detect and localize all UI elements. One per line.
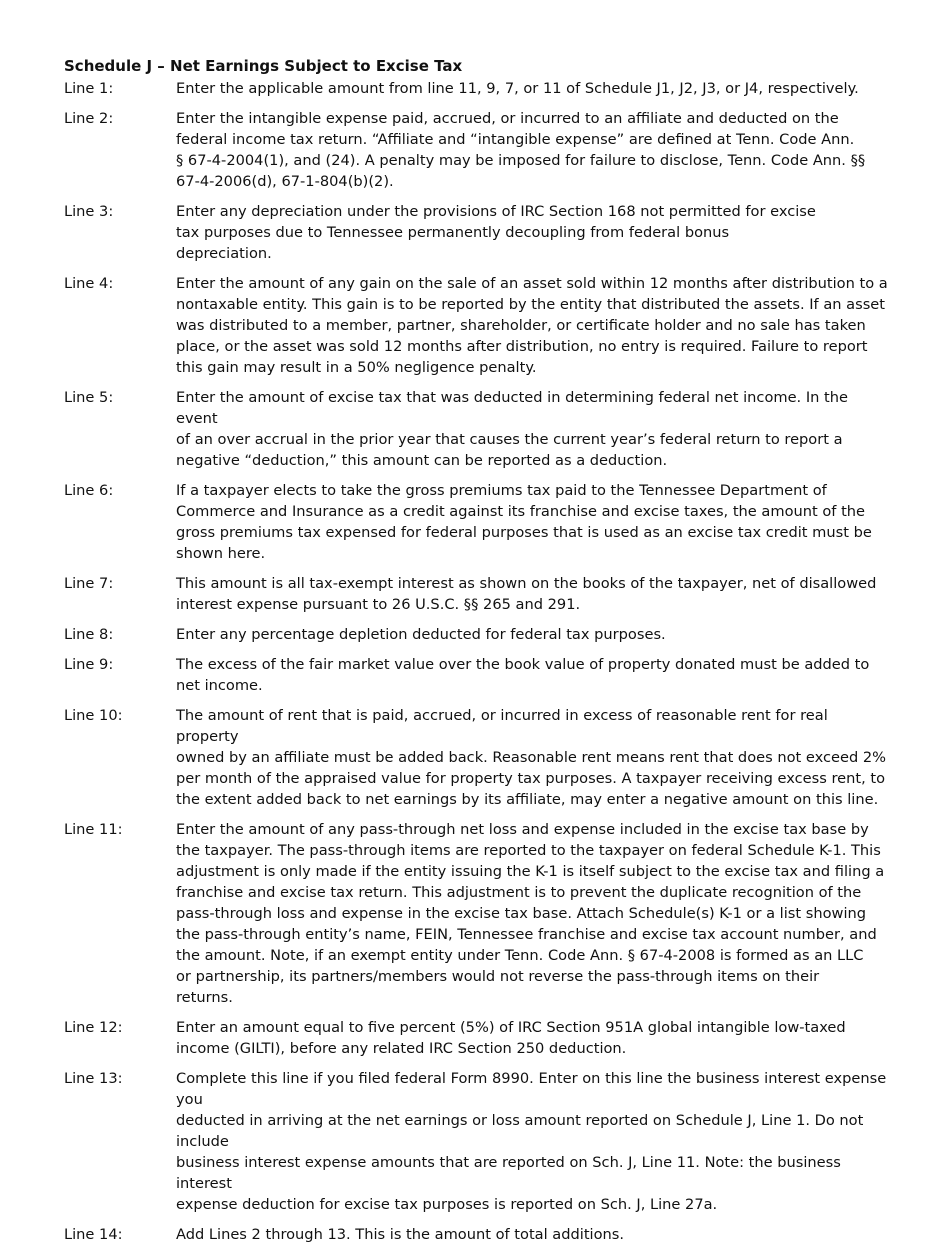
line-instruction: Complete this line if you filed federal Form 8990. Enter on this line the business interest expense you deducted in arriving at the net earnings or loss amount reported on Schedule J, Line 1. Do not include business interest expense amounts that are reported on Sch. J, Line 11. Note: the business interest expense deduction for excise tax purposes is reported on Sch. J, Line 27a. <box>176 1070 887 1213</box>
line-entry-11 <box>64 819 894 1008</box>
line-entry-1 <box>64 78 894 99</box>
line-entry-8 <box>64 624 894 645</box>
line-label: Line 4: <box>64 275 114 292</box>
line-label: Line 14: <box>64 1226 123 1243</box>
schedule-title: Schedule J – Net Earnings Subject to Excise Tax <box>64 57 463 75</box>
line-instruction: The excess of the fair market value over the book value of property donated must be added to net income. <box>176 656 870 694</box>
line-instruction: The amount of rent that is paid, accrued, or incurred in excess of reasonable rent for real property owned by an affiliate must be added back. Reasonable rent means rent that does not exceed 2% per month of the appraised value for property tax purposes. A taxpayer receiving excess rent, to the extent added back to net earnings by its affiliate, may enter a negative amount on this line. <box>176 707 887 808</box>
line-entry-7 <box>64 573 894 615</box>
line-entry-14 <box>64 1224 894 1245</box>
line-instruction: Enter the amount of excise tax that was deducted in determining federal net income. In the event of an over accrual in the prior year that causes the current year’s federal return to report a negative “deduction,” this amount can be reported as a deduction. <box>176 389 848 469</box>
line-label: Line 1: <box>64 80 114 97</box>
line-entry-9 <box>64 654 894 696</box>
line-instruction: Enter any depreciation under the provisions of IRC Section 168 not permitted for excise tax purposes due to Tennessee permanently decoupling from federal bonus depreciation. <box>176 203 816 262</box>
line-label: Line 13: <box>64 1070 123 1087</box>
line-label: Line 10: <box>64 707 123 724</box>
line-instruction: Enter the applicable amount from line 11, 9, 7, or 11 of Schedule J1, J2, J3, or J4, respectively. <box>176 80 859 97</box>
line-label: Line 8: <box>64 626 114 643</box>
line-label: Line 5: <box>64 389 114 406</box>
document-page <box>64 56 894 1254</box>
line-instruction: If a taxpayer elects to take the gross premiums tax paid to the Tennessee Department of Commerce and Insurance as a credit against its franchise and excise taxes, the amount of the gross premiums tax expensed for federal purposes that is used as an excise tax credit must be shown here. <box>176 482 872 562</box>
line-entry-3 <box>64 201 894 264</box>
line-instruction: Enter any percentage depletion deducted for federal tax purposes. <box>176 626 666 643</box>
line-label: Line 11: <box>64 821 123 838</box>
line-instruction: Add Lines 2 through 13. This is the amount of total additions. <box>176 1226 625 1243</box>
line-entry-6 <box>64 480 894 564</box>
line-entry-5 <box>64 387 894 471</box>
line-instruction: Enter the amount of any pass-through net loss and expense included in the excise tax base by the taxpayer. The pass-through items are reported to the taxpayer on federal Schedule K-1. This adjustment is only made if the entity issuing the K-1 is itself subject to the excise tax and filing a franchise and excise tax return. This adjustment is to prevent the duplicate recognition of the pass-through loss and expense in the excise tax base. Attach Schedule(s) K-1 or a list showing the pass-through entity’s name, FEIN, Tennessee franchise and excise tax account number, and the amount. Note, if an exempt entity under Tenn. Code Ann. § 67-4-2008 is formed as an LLC or partnership, its partners/members would not reverse the pass-through items on their returns. <box>176 821 885 1006</box>
line-entry-4 <box>64 273 894 378</box>
line-label: Line 9: <box>64 656 114 673</box>
line-label: Line 12: <box>64 1019 123 1036</box>
line-label: Line 7: <box>64 575 114 592</box>
line-instruction: Enter the amount of any gain on the sale of an asset sold within 12 months after distribution to a nontaxable entity. This gain is to be reported by the entity that distributed the assets. If an asset was distributed to a member, partner, shareholder, or certificate holder and no sale has taken place, or the asset was sold 12 months after distribution, no entry is required. Failure to report this gain may result in a 50% negligence penalty. <box>176 275 888 376</box>
line-entry-13 <box>64 1068 894 1215</box>
line-entry-12 <box>64 1017 894 1059</box>
line-entry-10 <box>64 705 894 810</box>
line-instruction: Enter the intangible expense paid, accrued, or incurred to an affiliate and deducted on the federal income tax return. “Affiliate and “intangible expense” are defined at Tenn. Code Ann. § 67-4-2004(1), and (24). A penalty may be imposed for failure to disclose, Tenn. Code Ann. §§ 67-4-2006(d), 67-1-804(b)(2). <box>176 110 866 190</box>
line-label: Line 3: <box>64 203 114 220</box>
line-instruction: This amount is all tax-exempt interest as shown on the books of the taxpayer, net of disallowed interest expense pursuant to 26 U.S.C. §§ 265 and 291. <box>176 575 877 613</box>
line-instruction: Enter an amount equal to five percent (5%) of IRC Section 951A global intangible low-taxed income (GILTI), before any related IRC Section 250 deduction. <box>176 1019 846 1057</box>
line-label: Line 2: <box>64 110 114 127</box>
line-label: Line 6: <box>64 482 114 499</box>
line-entry-2 <box>64 108 894 192</box>
